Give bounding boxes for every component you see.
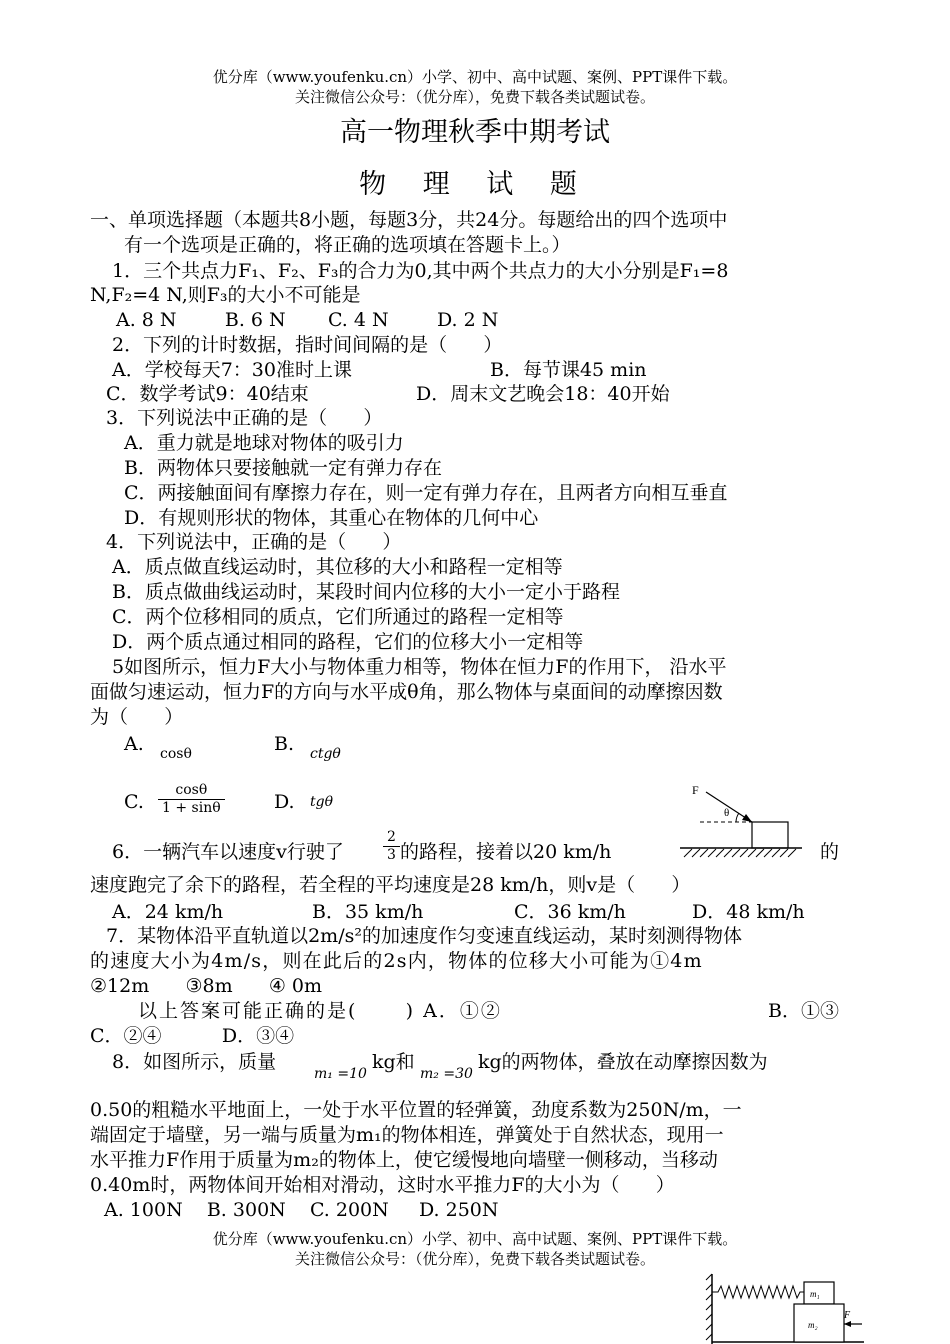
q5-option-c-fraction xyxy=(158,782,225,817)
ground-hatching xyxy=(684,849,796,857)
q8-line-5: 0.40m时，两物体间开始相对滑动，这时水平推力F的大小为（ ） xyxy=(90,1174,675,1196)
q5-option-c-denominator: 1 + sinθ xyxy=(162,800,221,816)
q5-line-2: 面做匀速运动，恒力F的方向与水平成θ角，那么物体与桌面间的动摩擦因数 xyxy=(90,681,723,703)
section-1-line-1: 一、单项选择题（本题共8小题，每题3分，共24分。每题给出的四个选项中 xyxy=(90,209,728,231)
footer-line-1: 优分库（www.youfenku.cn）小学、初中、高中试题、案例、PPT课件下载。 xyxy=(212,1230,738,1248)
q5-option-d-expr: tgθ xyxy=(310,794,334,810)
wall-hatching xyxy=(706,1274,712,1340)
m1-label: m₁ xyxy=(810,1289,820,1299)
block-m2 xyxy=(794,1304,844,1342)
q5-option-b-expr: ctgθ xyxy=(310,746,341,762)
q7-line-1: 7．某物体沿平直轨道以2m/s²的加速度作匀变速直线运动，某时刻测得物体 xyxy=(106,925,742,947)
q8-line-3: 端固定于墙壁，另一端与质量为m₁的物体相连，弹簧处于自然状态，现用一 xyxy=(90,1124,724,1146)
q7-line-4-b: B．①③ xyxy=(768,1000,839,1022)
q8-spring-figure xyxy=(704,1270,864,1344)
q4-option-a: A．质点做直线运动时，其位移的大小和路程一定相等 xyxy=(112,556,563,578)
q8-line-2: 0.50的粗糙水平地面上，一处于水平位置的轻弹簧，劲度系数为250N/m，一 xyxy=(90,1099,742,1121)
q3-option-c: C．两接触面间有摩擦力存在，则一定有弹力存在，且两者方向相互垂直 xyxy=(124,482,728,504)
q3-stem: 3．下列说法中正确的是（ ） xyxy=(106,407,383,429)
exam-subtitle: 物 理 试 题 xyxy=(359,169,591,200)
q6-fraction-den: 3 xyxy=(387,847,396,863)
force-arrowhead xyxy=(742,814,752,822)
q2-option-b: B．每节课45 min xyxy=(490,359,647,381)
q6-option-a: A．24 km/h xyxy=(112,901,224,923)
q4-stem: 4．下列说法中，正确的是（ ） xyxy=(106,531,402,553)
q3-option-a: A．重力就是地球对物体的吸引力 xyxy=(124,432,404,454)
q5-force-figure xyxy=(676,778,806,862)
q6-line-2: 速度跑完了余下的路程，若全程的平均速度是28 km/h，则v是（ ） xyxy=(90,874,691,896)
q6-line-1-end: 的 xyxy=(820,841,840,863)
q6-line-1-pre: 6．一辆汽车以速度v行驶了 xyxy=(112,841,344,863)
q7-line-2: 的速度大小为4m/s，则在此后的2s内，物体的位移大小可能为①4m xyxy=(90,950,703,972)
q1-line-2: N,F₂=4 N,则F₃的大小不可能是 xyxy=(90,284,361,306)
q8-line-1-post: kg的两物体，叠放在动摩擦因数为 xyxy=(478,1051,768,1073)
q6-fraction-num: 2 xyxy=(383,829,400,847)
section-1-line-2: 有一个选项是正确的，将正确的选项填在答题卡上。） xyxy=(124,234,571,256)
q5-option-a-expr: cosθ xyxy=(160,746,192,762)
q7-line-5: C．②④ D．③④ xyxy=(90,1025,295,1047)
q8-line-4: 水平推力F作用于质量为m₂的物体上，使它缓慢地向墙壁一侧移动，当移动 xyxy=(90,1149,718,1171)
q6-line-1-post: 的路程，接着以20 km/h xyxy=(400,841,612,863)
q5-option-d-label: D. xyxy=(274,791,295,813)
m2-label: m₂ xyxy=(808,1320,818,1330)
force-label: F xyxy=(692,783,699,797)
q2-option-d: D．周末文艺晚会18：40开始 xyxy=(416,383,670,405)
q6-option-d: D．48 km/h xyxy=(692,901,805,923)
q5-line-1: 5如图所示，恒力F大小与物体重力相等，物体在恒力F的作用下， 沿水平 xyxy=(112,656,727,678)
q6-fraction xyxy=(383,829,400,864)
q3-option-d: D．有规则形状的物体，其重心在物体的几何中心 xyxy=(124,507,539,529)
push-force-arrowhead xyxy=(844,1321,851,1327)
q2-stem: 2．下列的计时数据，指时间间隔的是（ ） xyxy=(112,334,503,356)
q3-option-b: B．两物体只要接触就一定有弹力存在 xyxy=(124,457,442,479)
header-line-2: 关注微信公众号：（优分库），免费下载各类试题试卷。 xyxy=(294,88,655,106)
q2-option-c: C．数学考试9：40结束 xyxy=(106,383,309,405)
q8-m2-expr: m₂ =30 xyxy=(420,1066,473,1082)
q8-m1-expr: m₁ =10 xyxy=(314,1066,367,1082)
footer-line-2: 关注微信公众号：（优分库），免费下载各类试题试卷。 xyxy=(294,1250,655,1268)
block xyxy=(752,822,788,848)
q5-option-a-label: A. xyxy=(124,733,144,755)
q4-option-b: B．质点做曲线运动时，某段时间内位移的大小一定小于路程 xyxy=(112,581,620,603)
angle-label: θ xyxy=(724,807,730,819)
q5-option-c-numerator: cosθ xyxy=(158,782,225,800)
q1-line-1: 1．三个共点力F₁、F₂、F₃的合力为0,其中两个共点力的大小分别是F₁=8 xyxy=(112,260,729,282)
q8-line-1-pre: 8．如图所示，质量 xyxy=(112,1051,277,1073)
q5-option-b-label: B. xyxy=(274,733,295,755)
q7-line-3: ②12m ③8m ④ 0m xyxy=(90,975,323,997)
exam-title: 高一物理秋季中期考试 xyxy=(340,117,610,148)
header-line-1: 优分库（www.youfenku.cn）小学、初中、高中试题、案例、PPT课件下载。 xyxy=(212,68,738,86)
angle-arc xyxy=(736,813,739,822)
q6-option-b: B．35 km/h xyxy=(312,901,424,923)
push-force-label: F xyxy=(844,1310,851,1321)
q5-line-3: 为（ ） xyxy=(90,706,184,728)
q4-option-c: C．两个位移相同的质点，它们所通过的路程一定相等 xyxy=(112,606,564,628)
q4-option-d: D．两个质点通过相同的路程，它们的位移大小一定相等 xyxy=(112,631,584,653)
q8-kg-and: kg和 xyxy=(372,1051,415,1073)
spring xyxy=(712,1286,804,1298)
q8-options: A. 100N B. 300N C. 200N D. 250N xyxy=(104,1199,499,1221)
q6-option-c: C．36 km/h xyxy=(514,901,626,923)
q7-line-4: 以上答案可能正确的是( ) A．①② xyxy=(138,1000,502,1022)
q2-option-a: A．学校每天7：30准时上课 xyxy=(112,359,352,381)
q5-option-c-label: C. xyxy=(124,791,144,813)
q1-options: A. 8 N B. 6 N C. 4 N D. 2 N xyxy=(116,309,499,331)
